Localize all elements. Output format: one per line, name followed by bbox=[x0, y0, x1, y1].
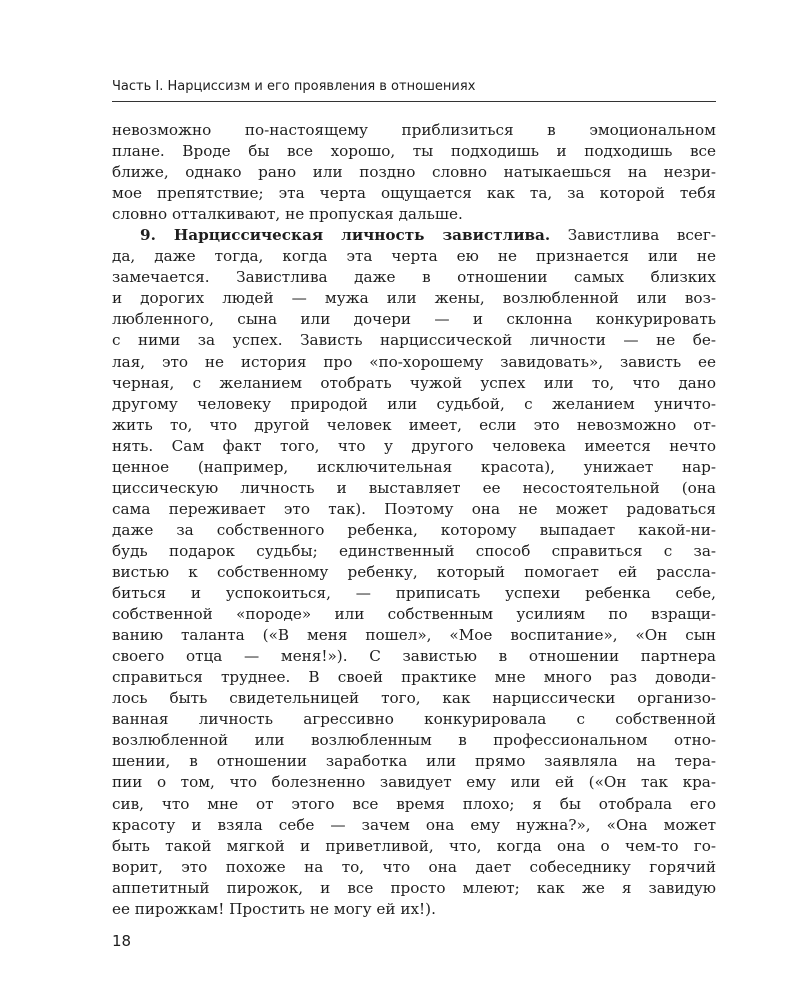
item-heading: 9. Нарциссическая личность завистлива. bbox=[140, 226, 551, 245]
text-line: черная, с желанием отобрать чужой успех или то, что дано bbox=[112, 373, 716, 392]
text-line: нять. Сам факт того, что у другого человека имеется нечто bbox=[112, 436, 716, 455]
text-line: да, даже тогда, когда эта черта ею не признается или не bbox=[112, 247, 716, 266]
item-heading-continuation: Завистлива всег- bbox=[550, 226, 716, 245]
text-line: лая, это не история про «по-хорошему завидовать», зависть ее bbox=[112, 352, 716, 371]
text-line: красоту и взяла себе — зачем она ему нужна?», «Она может bbox=[112, 815, 716, 834]
text-line: плане. Вроде бы все хорошо, ты подходишь и подходишь все bbox=[112, 142, 716, 161]
text-line: своего отца — меня!»). С завистью в отношении партнера bbox=[112, 647, 716, 666]
page-number: 18 bbox=[112, 932, 132, 950]
text-line: быть такой мягкой и приветливой, что, когда она о чем-то го- bbox=[112, 836, 716, 855]
text-line: собственной «породе» или собственным усилиям по взращи- bbox=[112, 605, 716, 624]
text-line: с ними за успех. Зависть нарциссической личности — не бе- bbox=[112, 331, 716, 350]
text-line: замечается. Завистлива даже в отношении самых близких bbox=[112, 268, 716, 287]
text-line: будь подарок судьбы; единственный способ справиться с за- bbox=[112, 541, 716, 560]
running-header: Часть I. Нарциссизм и его проявления в отношениях bbox=[112, 79, 476, 94]
text-line: сив, что мне от этого все время плохо; я бы отобрала его bbox=[112, 794, 716, 813]
text-line bbox=[112, 225, 716, 246]
text-line: ванная личность агрессивно конкурировала с собственной bbox=[112, 710, 716, 729]
text-line: шении, в отношении заработка или прямо заявляла на тера- bbox=[112, 752, 716, 771]
text-line: сама переживает это так). Поэтому она не может радоваться bbox=[112, 499, 716, 518]
text-line: лось быть свидетельницей того, как нарциссически организо- bbox=[112, 689, 716, 708]
text-line: ценное (например, исключительная красота), унижает нар- bbox=[112, 457, 716, 476]
text-line: мое препятствие; эта черта ощущается как та, за которой тебя bbox=[112, 184, 716, 203]
text-line: невозможно по-настоящему приблизиться в эмоциональном bbox=[112, 121, 716, 139]
text-line: и дорогих людей — мужа или жены, возлюбленной или воз- bbox=[112, 289, 716, 308]
text-line: справиться труднее. В своей практике мне много раз доводи- bbox=[112, 668, 716, 687]
text-line: аппетитный пирожок, и все просто млеют; как же я завидую bbox=[112, 878, 716, 897]
text-line: вистью к собственному ребенку, который помогает ей расслa- bbox=[112, 562, 716, 581]
text-line: любленного, сына или дочери — и склонна конкурировать bbox=[112, 310, 716, 329]
text-line: ворит, это похоже на то, что она дает собеседнику горячий bbox=[112, 857, 716, 876]
text-line: словно отталкивают, не пропуская дальше. bbox=[112, 205, 463, 224]
text-line: даже за собственного ребенка, которому выпадает какой-ни- bbox=[112, 520, 716, 539]
text-line: ближе, однако рано или поздно словно натыкаешься на незри- bbox=[112, 163, 716, 182]
text-line: другому человеку природой или судьбой, с желанием уничто- bbox=[112, 394, 716, 413]
text-line: жить то, что другой человек имеет, если это невозможно от- bbox=[112, 415, 716, 434]
text-line: циссическую личность и выставляет ее несостоятельной (она bbox=[112, 478, 716, 497]
body-text bbox=[112, 120, 716, 920]
header-rule bbox=[112, 101, 716, 102]
text-line: ее пирожкам! Простить не могу ей их!). bbox=[112, 899, 436, 918]
text-line: ванию таланта («В меня пошел», «Мое воспитание», «Он сын bbox=[112, 626, 716, 645]
text-line: пии о том, что болезненно завидует ему или ей («Он так кра- bbox=[112, 773, 716, 792]
text-line: биться и успокоиться, — приписать успехи ребенка себе, bbox=[112, 584, 716, 603]
text-line: возлюбленной или возлюбленным в профессиональном отно- bbox=[112, 731, 716, 750]
